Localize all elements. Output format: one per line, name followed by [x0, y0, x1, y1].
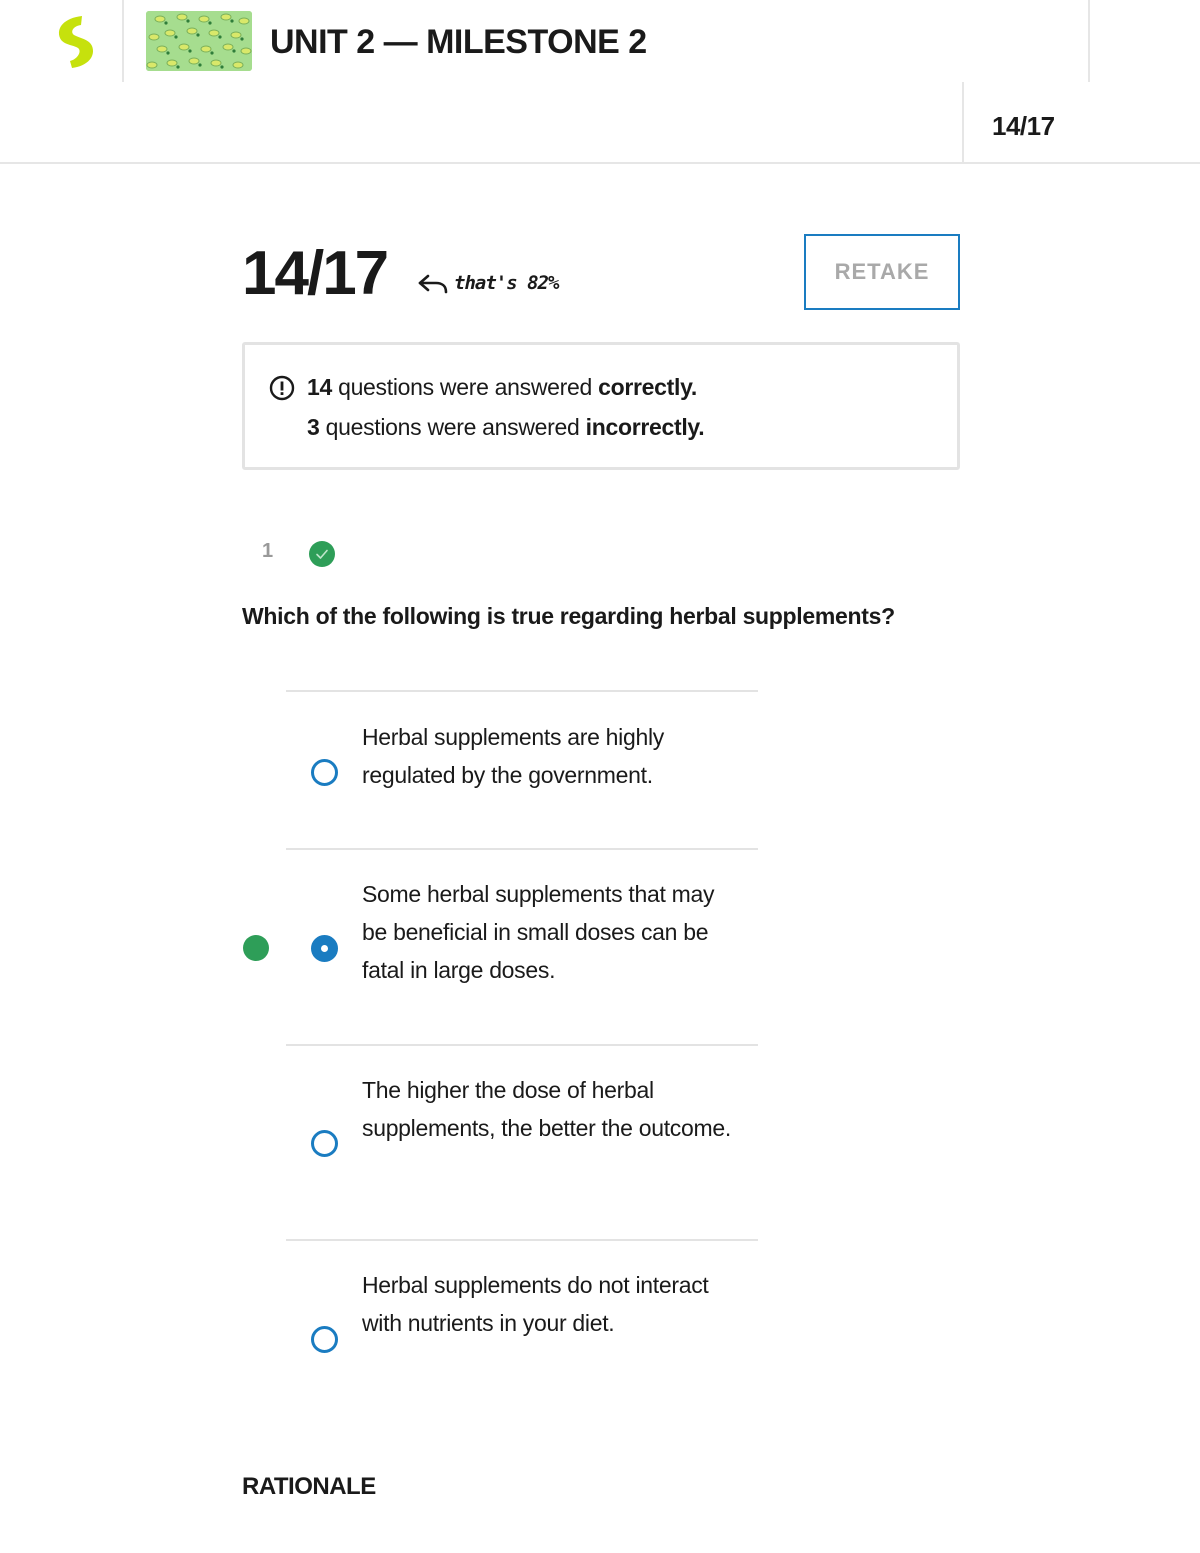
- header-score: 14/17: [992, 111, 1055, 141]
- incorrect-word: incorrectly.: [585, 414, 705, 440]
- choice-divider: [286, 1239, 758, 1241]
- subbar-divider: [962, 82, 964, 164]
- results-score: 14/17: [242, 239, 388, 308]
- results-summary-box: [242, 342, 960, 470]
- brand-logo-icon[interactable]: [52, 14, 100, 70]
- pill-pattern-icon: [146, 11, 252, 71]
- choice-divider: [286, 690, 758, 692]
- choice-radio-2[interactable]: [311, 935, 338, 962]
- incorrect-summary: [307, 411, 704, 443]
- correct-answer-icon: [243, 935, 269, 961]
- correct-summary-text: questions were answered: [338, 374, 592, 400]
- unit-title: UNIT 2 — MILESTONE 2: [270, 23, 647, 61]
- check-circle-icon: [308, 540, 336, 568]
- unit-thumbnail: [146, 11, 252, 71]
- incorrect-summary-text: questions were answered: [325, 414, 580, 440]
- rationale-heading: RATIONALE: [242, 1473, 376, 1500]
- header-bottom-border: [0, 162, 1200, 164]
- retake-button[interactable]: RETAKE: [804, 234, 960, 310]
- question-text: Which of the following is true regarding herbal supplements?: [242, 603, 895, 629]
- choice-radio-1[interactable]: [311, 759, 338, 786]
- curved-arrow-left-icon: [416, 270, 450, 296]
- correct-word: correctly.: [598, 374, 697, 400]
- choice-radio-4[interactable]: [311, 1326, 338, 1353]
- choice-text-4[interactable]: Herbal supplements do not interact with nutrients in your diet.: [362, 1272, 709, 1336]
- choice-text-3[interactable]: The higher the dose of herbal supplements, the better the outcome.: [362, 1077, 731, 1141]
- header-divider: [122, 0, 124, 82]
- choice-divider: [286, 1044, 758, 1046]
- percent-text: that's 82%: [454, 272, 559, 294]
- percent-note: [416, 266, 558, 300]
- correct-count: 14: [307, 374, 332, 400]
- incorrect-count: 3: [307, 414, 320, 440]
- header-right-divider: [1088, 0, 1090, 82]
- choice-divider: [286, 848, 758, 850]
- info-circle-icon: [269, 375, 295, 401]
- choice-text-1[interactable]: Herbal supplements are highly regulated by the government.: [362, 724, 664, 788]
- question-number: 1: [262, 540, 274, 562]
- correct-summary: [307, 371, 697, 403]
- choice-text-2[interactable]: Some herbal supplements that may be beneficial in small doses can be fatal in large doses.: [362, 881, 715, 983]
- choice-radio-3[interactable]: [311, 1130, 338, 1157]
